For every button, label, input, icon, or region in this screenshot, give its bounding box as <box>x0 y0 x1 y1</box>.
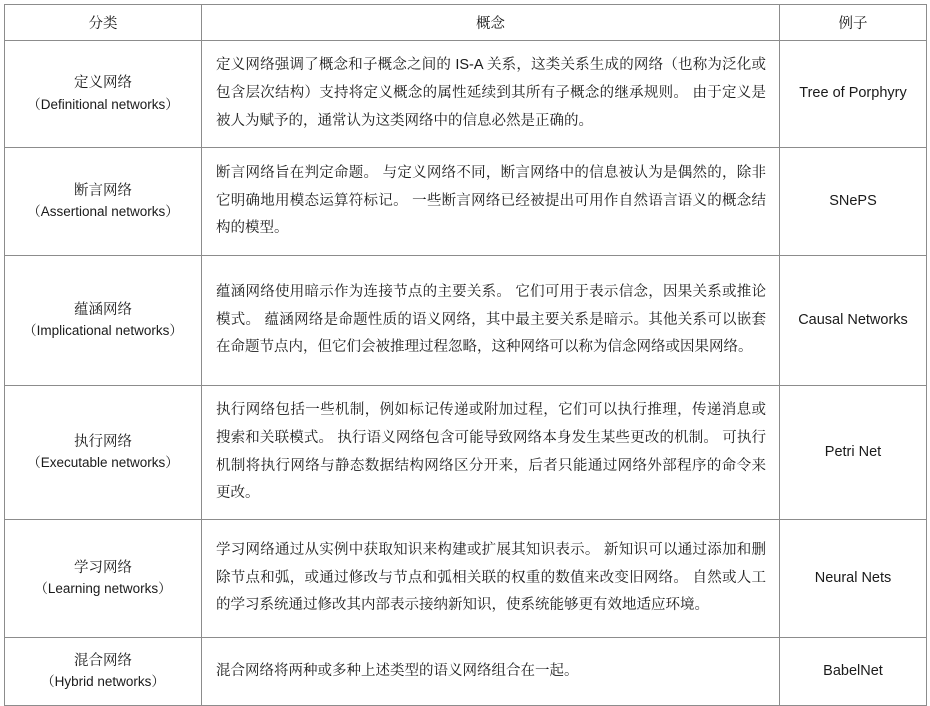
column-header-concept: 概念 <box>202 5 780 41</box>
table-row <box>5 520 927 638</box>
category-name-cn: 蕴涵网络 <box>74 301 132 318</box>
cell-concept: 断言网络旨在判定命题。 与定义网络不同，断言网络中的信息被认为是偶然的，除非它明确地用模态运算符标记。 一些断言网络已经被提出可用作自然语言语义的概念结构的模型。 <box>202 148 780 256</box>
cell-concept: 蕴涵网络使用暗示作为连接节点的主要关系。 它们可用于表示信念，因果关系或推论模式。 蕴涵网络是命题性质的语义网络，其中最主要关系是暗示。其他关系可以嵌套在命题节点内，但它们会被推理过程忽略，这种网络可以称为信念网络或因果网络。 <box>202 256 780 386</box>
cell-concept: 学习网络通过从实例中获取知识来构建或扩展其知识表示。 新知识可以通过添加和删除节点和弧，或通过修改与节点和弧相关联的权重的数值来改变旧网络。 自然或人工的学习系统通过修改其内部表示接纳新知识，使系统能够更有效地适应环境。 <box>202 520 780 638</box>
category-name-en: （Hybrid networks） <box>41 674 165 690</box>
category-name-en: （Learning networks） <box>34 581 172 597</box>
table-header-row <box>5 5 927 41</box>
cell-concept: 混合网络将两种或多种上述类型的语义网络组合在一起。 <box>202 638 780 706</box>
cell-category <box>5 41 202 148</box>
cell-concept: 执行网络包括一些机制，例如标记传递或附加过程，它们可以执行推理，传递消息或搜索和关联模式。 执行语义网络包含可能导致网络本身发生某些更改的机制。 可执行机制将执行网络与静态数据结构网络区分开来，后者只能通过网络外部程序的命令来更改。 <box>202 386 780 520</box>
cell-concept: 定义网络强调了概念和子概念之间的 IS-A 关系，这类关系生成的网络（也称为泛化或包含层次结构）支持将定义概念的属性延续到其所有子概念的继承规则。 由于定义是被人为赋予的，通常认为这类网络中的信息必然是正确的。 <box>202 41 780 148</box>
category-name-cn: 学习网络 <box>74 559 132 576</box>
cell-example: Neural Nets <box>780 520 927 638</box>
cell-category <box>5 386 202 520</box>
cell-example: Causal Networks <box>780 256 927 386</box>
category-name-en: （Assertional networks） <box>27 204 179 220</box>
column-header-example: 例子 <box>780 5 927 41</box>
cell-example: Petri Net <box>780 386 927 520</box>
category-name-cn: 执行网络 <box>74 433 132 450</box>
table-row <box>5 41 927 148</box>
column-header-category: 分类 <box>5 5 202 41</box>
semantic-network-types-table <box>4 4 927 706</box>
table-row <box>5 148 927 256</box>
table-row <box>5 256 927 386</box>
table-row <box>5 638 927 706</box>
cell-category <box>5 256 202 386</box>
cell-example: Tree of Porphyry <box>780 41 927 148</box>
category-name-cn: 断言网络 <box>74 182 132 199</box>
cell-example: SNePS <box>780 148 927 256</box>
category-name-en: （Definitional networks） <box>27 96 179 112</box>
category-name-en: （Executable networks） <box>27 455 179 471</box>
cell-category <box>5 520 202 638</box>
table-header <box>5 5 927 41</box>
cell-category <box>5 638 202 706</box>
table-body <box>5 41 927 706</box>
category-name-en: （Implicational networks） <box>23 323 183 339</box>
cell-example: BabelNet <box>780 638 927 706</box>
category-name-cn: 混合网络 <box>74 652 132 669</box>
category-name-cn: 定义网络 <box>74 75 132 92</box>
cell-category <box>5 148 202 256</box>
table-row <box>5 386 927 520</box>
